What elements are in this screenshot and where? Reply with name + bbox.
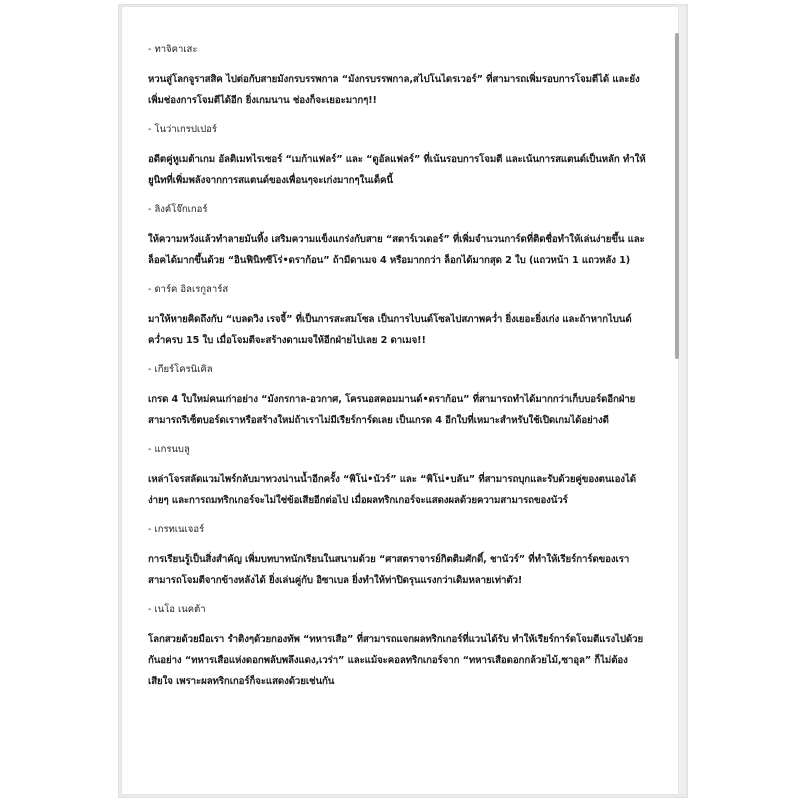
section-gear-chronicle — [148, 363, 648, 431]
section-heading: - เกียร์โครนิเคิล — [148, 364, 213, 375]
section-great-nature — [148, 523, 648, 591]
section-body: ให้ความหวังแล้วทำลายมันทิ้ง เสริมความแข็งแกร่งกับสาย “สตาร์เวเดอร์” ที่เพิ่มจำนวนการ์ดที่ติดชื่อทำให้เล่นง่ายขึ้น และล็อคได้มากขึ้นด้วย “อินฟินิทซีโร่•ดราก้อน” ถ้ามีดาเมจ 4 หรือมากกว่า ล็อกได้มากสุด 2 ใบ (แถวหน้า 1 แถวหลัง 1) — [148, 234, 645, 266]
scrollbar-thumb[interactable] — [675, 33, 679, 359]
section-body: อดีตคู่หูเมต้าเกม อัลติเมทไรเซอร์ “เมก้าแฟลร์” และ “ดูอัลแฟลร์” ที่เน้นรอบการโจมตี และเน้นการสแตนด์เป็นหลัก ทำให้ยูนิทที่เพิ่มพลังจากการสแตนด์ของเพื่อนๆจะเก่งมากๆในเด็คนี้ — [148, 154, 646, 186]
section-heading: - เนโอ เนคต้า — [148, 604, 206, 615]
section-body: การเรียนรู้เป็นสิ่งสำคัญ เพิ่มบทบาทนักเรียนในสนามด้วย “ศาสตราจารย์กิตติมศักดิ์, ชานัวร์” ที่ทำให้เรียร์การ์ดของเราสามารถโจมตีจากข้างหลังได้ ยิ่งเล่นคู่กับ อิซาเบล ยิ่งทำให้ท่าปิดรุนแรงกว่าเดิมหลายเท่าตัว! — [148, 554, 630, 586]
section-heading: - แกรนบลู — [148, 444, 190, 455]
section-heading: - เกรทเนเจอร์ — [148, 524, 205, 535]
section-nova-grappler — [148, 123, 648, 191]
section-body: เหล่าโจรสลัดแวมไพร์กลับมาทวงน่านน้ำอีกครั้ง “พิโน่•นัวร์” และ “พิโน่•บลัน” ที่สามารถบุกและรับด้วยคู่ของตนเองได้ง่ายๆ และการถมทริกเกอร์จะไม่ใช่ข้อเสียอีกต่อไป เมื่อผลทริกเกอร์จะแสดงผลด้วยความสามารถของนัวร์ — [148, 474, 636, 506]
section-heading: - ลิงค์โจ๊กเกอร์ — [148, 204, 208, 215]
section-link-joker — [148, 203, 648, 271]
section-body: มาให้หายคิดถึงกับ “เบลดวิง เรจจี้” ที่เป็นการสะสมโซล เป็นการไบนด์โซลไปสภาพคว่ำ ยิ่งเยอะยิ่งเก่ง และถ้าหากไบนด์คว่ำครบ 15 ใบ เมื่อโจมตีจะสร้างดาเมจให้อีกฝ่ายไปเลย 2 ดาเมจ!! — [148, 314, 632, 346]
scrollbar-track[interactable] — [679, 7, 685, 794]
section-dark-irregulars — [148, 283, 648, 351]
section-neo-nectar — [148, 603, 648, 692]
section-granblue — [148, 443, 648, 511]
document-page — [122, 7, 678, 794]
section-tachikaze — [148, 43, 648, 111]
section-heading: - โนว่าเกรปเปอร์ — [148, 124, 217, 135]
section-heading: - ทาจิคาเสะ — [148, 44, 198, 55]
section-heading: - ดาร์ค อิลเรกูลาร์ส — [148, 284, 229, 295]
section-body: หวนสู่โลกจูราสสิค ไปต่อกับสายมังกรบรรพกาล “มังกรบรรพกาล,สไปโนไดรเวอร์” ที่สามารถเพิ่มรอบการโจมตีได้ และยังเพิ่มช่องการโจมตีได้อีก ยิ่งเกมนาน ช่องก็จะเยอะมากๆ!! — [148, 74, 640, 106]
document-content — [148, 43, 648, 704]
section-body: เกรด 4 ใบใหม่คนเก่าอย่าง “มังกรกาล-อวกาศ, โครนอสคอมมานด์•ดราก้อน” ที่สามารถทำได้มากกว่าเก็บบอร์ดอีกฝ่าย สามารถรีเซ็ตบอร์ดเราหรือสร้างใหม่ถ้าเราไม่มีเรียร์การ์ดเลย เป็นเกรด 4 อีกใบที่เหมาะสำหรับใช้เปิดเกมได้อย่างดี — [148, 394, 636, 426]
section-body: โลกสวยด้วยมือเรา รำติงๆด้วยกองทัพ “ทหารเสือ” ที่สามารถแจกผลทริกเกอร์ที่แวนได้รับ ทำให้เรียร์การ์ดโจมตีแรงไปด้วยกันอย่าง “ทหารเสือแห่งดอกพลับพลึงแดง,เวร่า” และแม้จะคอลทริกเกอร์จาก “ทหารเสือดอกกล้วยไม้,ซาอุล” ก็ไม่ต้องเสียใจ เพราะผลทริกเกอร์ก็จะแสดงด้วยเช่นกัน — [148, 634, 644, 687]
